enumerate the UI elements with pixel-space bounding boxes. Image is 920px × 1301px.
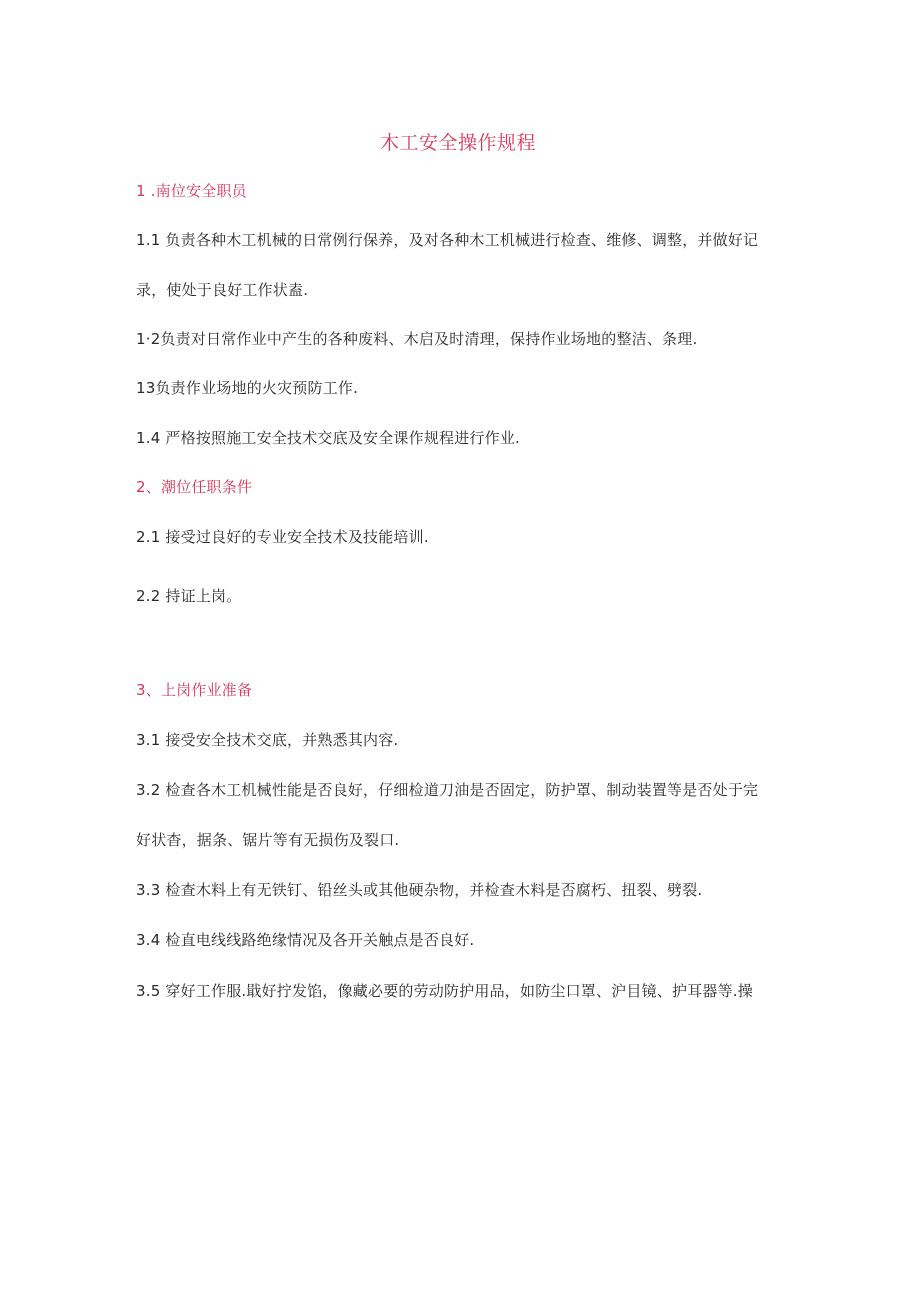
paragraph-1-3: 13负责作业场地的火灾预防工作. [136, 379, 359, 397]
paragraph-3-2-line-2: 好状杳，据条、锯片等有无损伤及裂口. [136, 831, 400, 849]
section-heading-2: 2、潮位任职条件 [136, 478, 253, 496]
paragraph-3-1: 3.1 接受安全技术交底，并熟悉其内容. [136, 731, 399, 749]
paragraph-3-2-line-1: 3.2 检查各木工机械性能是否良好，仔细检道刀油是否固定，防护罩、制动装置等是否处于完 [136, 781, 759, 799]
section-heading-3: 3、上岗作业准备 [136, 681, 253, 699]
paragraph-3-3: 3.3 检查木料上有无铁钉、铅丝头或其他硬杂物，并检查木料是否腐朽、扭裂、劈裂. [136, 881, 703, 899]
paragraph-1-1-line-2: 录，使处于良好工作状盍. [136, 281, 309, 299]
paragraph-1-4: 1.4 严格按照施工安全技术交底及安全课作规程进行作业. [136, 429, 520, 447]
paragraph-1-1-line-1: 1.1 负责各种木工机械的日常例行保养，及对各种木工机械进行检查、维修、调整，并做好记 [136, 231, 759, 249]
paragraph-1-2: 1·2负责对日常作业中产生的各种废料、木启及时清理，保持作业场地的整洁、条理. [136, 330, 698, 348]
document-title: 木工安全操作规程 [379, 132, 536, 154]
paragraph-3-5: 3.5 穿好工作服.戢好拧发馅，像藏必要的劳动防护用品，如防尘口罩、沪目镜、护耳器等.操 [136, 982, 753, 1000]
paragraph-2-2: 2.2 持证上岗。 [136, 587, 242, 605]
paragraph-2-1: 2.1 接受过良好的专业安全技术及技能培训. [136, 528, 429, 546]
section-heading-1: 1 .南位安全职员 [136, 182, 247, 200]
paragraph-3-4: 3.4 检直电线线路绝缘情况及各开关触点是否良好. [136, 931, 475, 949]
